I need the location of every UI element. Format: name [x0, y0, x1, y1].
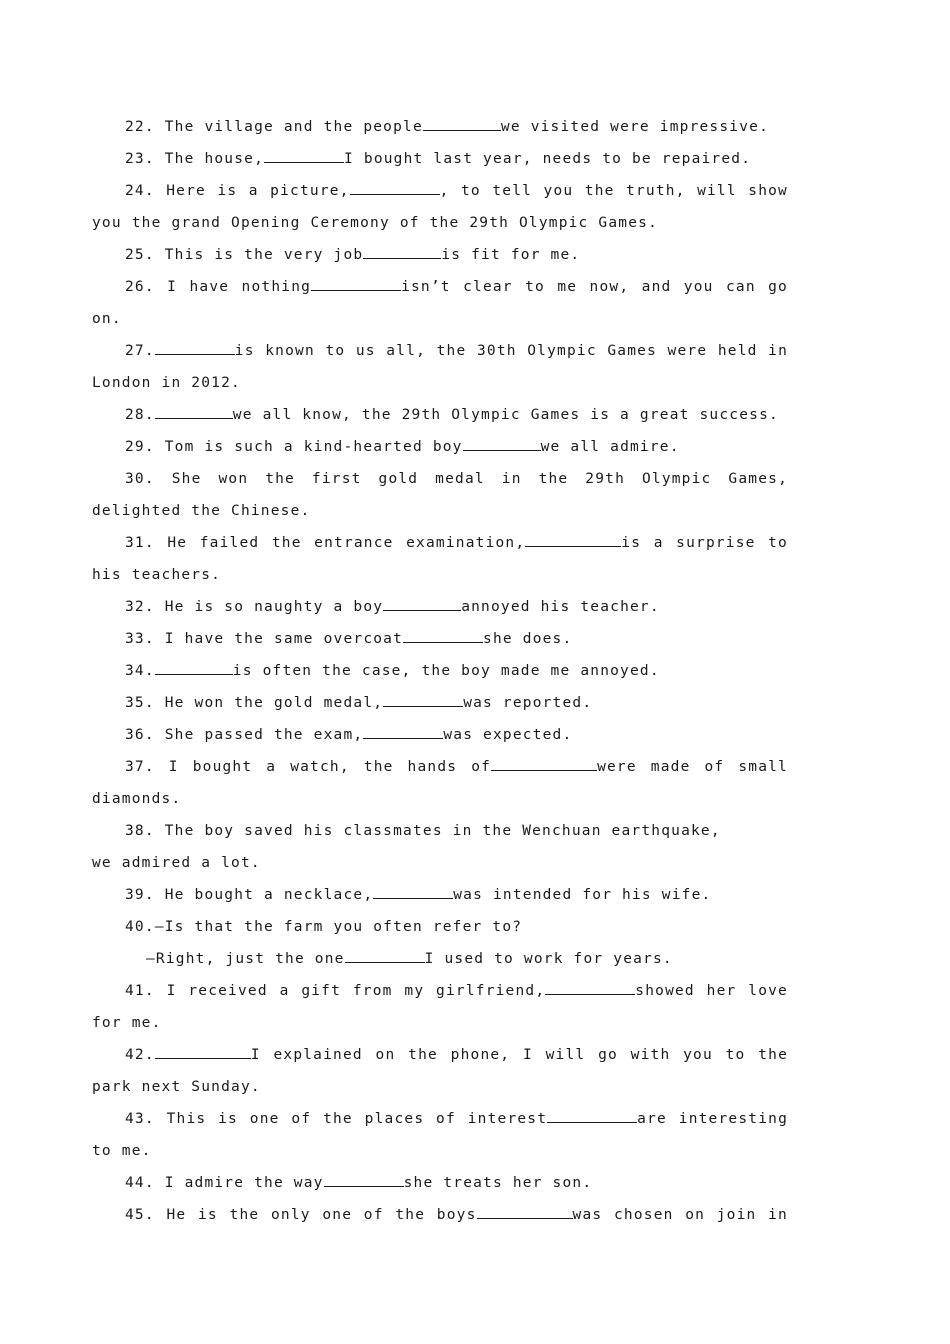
question-23: 23. The house, I bought last year, needs to be repaired. [92, 143, 788, 175]
question-26: 26. I have nothing isn’t clear to me now, and you can go [92, 271, 788, 303]
question-31: 31. He failed the entrance examination, is a surprise to [92, 527, 788, 559]
answer-blank[interactable] [264, 148, 344, 163]
question-36: 36. She passed the exam, was expected. [92, 719, 788, 751]
question-39: 39. He bought a necklace, was intended for his wife. [92, 879, 788, 911]
question-30: 30. She won the first gold medal in the 29th Olympic Games, [125, 471, 788, 487]
question-43-continued: to me. [92, 1143, 152, 1159]
answer-blank[interactable] [363, 244, 441, 259]
answer-blank[interactable] [547, 1108, 637, 1123]
answer-blank[interactable] [383, 692, 463, 707]
question-27: 27. is known to us all, the 30th Olympic Games were held in [92, 335, 788, 367]
question-26-continued: on. [92, 311, 122, 327]
question-27-continued: London in 2012. [92, 375, 241, 391]
question-35: 35. He won the gold medal, was reported. [92, 687, 788, 719]
answer-blank[interactable] [491, 756, 597, 771]
question-25: 25. This is the very job is fit for me. [92, 239, 788, 271]
answer-blank[interactable] [155, 660, 233, 675]
question-40: 40.—Is that the farm you often refer to? [125, 919, 523, 935]
answer-blank[interactable] [463, 436, 541, 451]
question-41: 41. I received a gift from my girlfriend, showed her love [92, 975, 788, 1007]
answer-blank[interactable] [324, 1172, 404, 1187]
answer-blank[interactable] [545, 980, 635, 995]
answer-blank[interactable] [363, 724, 443, 739]
question-43: 43. This is one of the places of interest are interesting [92, 1103, 788, 1135]
question-28: 28. we all know, the 29th Olympic Games is a great success. [92, 399, 788, 431]
question-37-continued: diamonds. [92, 791, 182, 807]
question-22: 22. The village and the people we visited were impressive. [92, 111, 788, 143]
question-24-continued: you the grand Opening Ceremony of the 29th Olympic Games. [92, 215, 658, 231]
question-38-continued: we admired a lot. [92, 855, 261, 871]
question-45: 45. He is the only one of the boys was chosen on join in [92, 1199, 788, 1231]
answer-blank[interactable] [423, 116, 501, 131]
answer-blank[interactable] [345, 948, 425, 963]
question-31-continued: his teachers. [92, 567, 222, 583]
question-24: 24. Here is a picture, , to tell you the truth, will show [92, 175, 788, 207]
answer-blank[interactable] [155, 340, 235, 355]
question-32: 32. He is so naughty a boy annoyed his teacher. [92, 591, 788, 623]
question-40-response: —Right, just the one I used to work for years. [92, 943, 788, 975]
question-34: 34. is often the case, the boy made me annoyed. [92, 655, 788, 687]
question-38: 38. The boy saved his classmates in the Wenchuan earthquake, [125, 823, 721, 839]
answer-blank[interactable] [373, 884, 453, 899]
answer-blank[interactable] [525, 532, 621, 547]
answer-blank[interactable] [350, 180, 440, 195]
answer-blank[interactable] [155, 1044, 251, 1059]
answer-blank[interactable] [311, 276, 401, 291]
question-37: 37. I bought a watch, the hands of were made of small [92, 751, 788, 783]
question-30-continued: delighted the Chinese. [92, 503, 311, 519]
answer-blank[interactable] [155, 404, 233, 419]
question-44: 44. I admire the way she treats her son. [92, 1167, 788, 1199]
question-42-continued: park next Sunday. [92, 1079, 261, 1095]
answer-blank[interactable] [477, 1204, 573, 1219]
exercise-sheet [92, 111, 788, 1231]
question-42: 42. I explained on the phone, I will go with you to the [92, 1039, 788, 1071]
question-33: 33. I have the same overcoat she does. [92, 623, 788, 655]
question-29: 29. Tom is such a kind-hearted boy we all admire. [92, 431, 788, 463]
answer-blank[interactable] [383, 596, 461, 611]
question-41-continued: for me. [92, 1015, 162, 1031]
answer-blank[interactable] [403, 628, 483, 643]
